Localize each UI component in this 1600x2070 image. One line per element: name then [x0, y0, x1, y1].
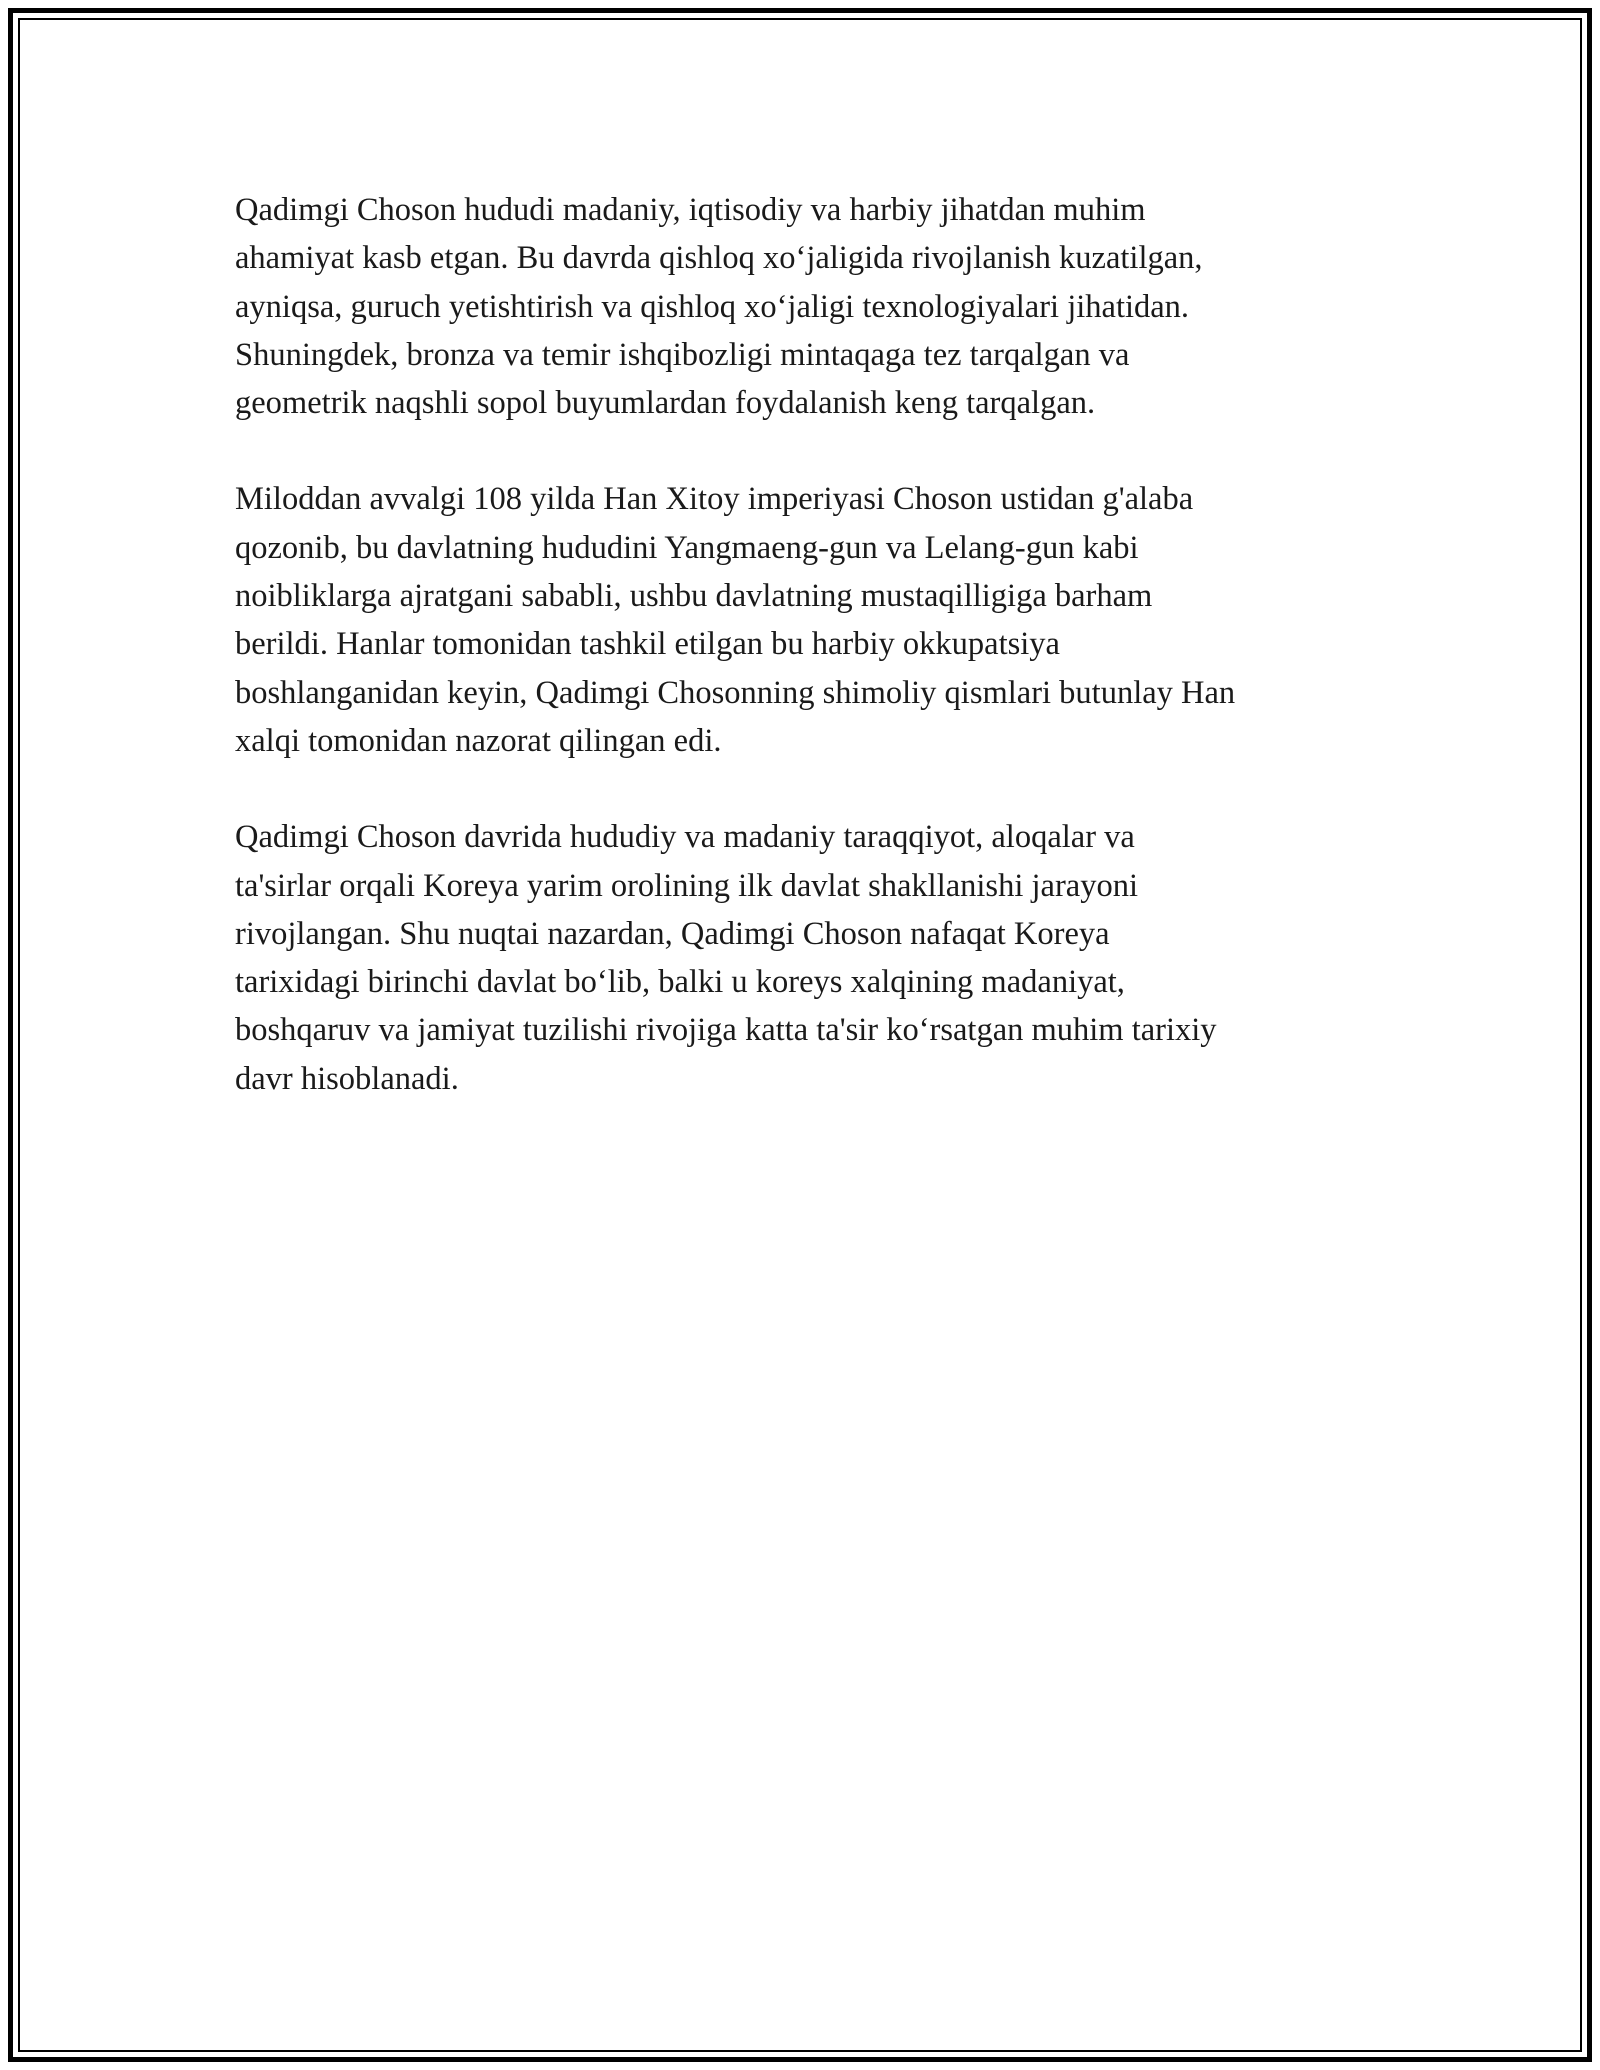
text-line: Miloddan avvalgi 108 yilda Han Xitoy imperiyasi Choson ustidan g'alaba: [235, 481, 1194, 518]
text-line: Qadimgi Choson davrida hududiy va madaniy taraqqiyot, aloqalar va: [235, 819, 1135, 856]
text-line: boshlanganidan keyin, Qadimgi Chosonning shimoliy qismlari butunlay Han: [235, 674, 1236, 711]
text-line: rivojlangan. Shu nuqtai nazardan, Qadimgi Choson nafaqat Koreya: [235, 915, 1110, 952]
paragraph-2: [235, 475, 1395, 765]
text-line: berildi. Hanlar tomonidan tashkil etilgan bu harbiy okkupatsiya: [235, 626, 1060, 663]
text-line: tarixidagi birinchi davlat boʻlib, balki u koreys xalqining madaniyat,: [235, 964, 1125, 1001]
text-line: Qadimgi Choson hududi madaniy, iqtisodiy va harbiy jihatdan muhim: [235, 192, 1146, 228]
text-line: boshqaruv va jamiyat tuzilishi rivojiga katta ta'sir koʻrsatgan muhim tarixiy: [235, 1012, 1217, 1049]
text-line: ta'sirlar orqali Koreya yarim orolining ilk davlat shakllanishi jarayoni: [235, 867, 1138, 904]
paragraph-1: [235, 186, 1395, 427]
text-line: xalqi tomonidan nazorat qilingan edi.: [235, 722, 722, 759]
document-body: [235, 186, 1395, 1151]
text-line: geometrik naqshli sopol buyumlardan foydalanish keng tarqalgan.: [235, 385, 1096, 422]
paragraph-3: [235, 813, 1395, 1103]
text-line: ayniqsa, guruch yetishtirish va qishloq xoʻjaligi texnologiyalari jihatidan.: [235, 288, 1190, 325]
text-line: Shuningdek, bronza va temir ishqibozligi mintaqaga tez tarqalgan va: [235, 336, 1130, 373]
text-line: qozonib, bu davlatning hududini Yangmaeng-gun va Lelang-gun kabi: [235, 529, 1139, 566]
text-line: ahamiyat kasb etgan. Bu davrda qishloq xoʻjaligida rivojlanish kuzatilgan,: [235, 240, 1203, 277]
text-line: noibliklarga ajratgani sababli, ushbu davlatning mustaqilligiga barham: [235, 578, 1153, 615]
text-line: davr hisoblanadi.: [235, 1060, 459, 1097]
